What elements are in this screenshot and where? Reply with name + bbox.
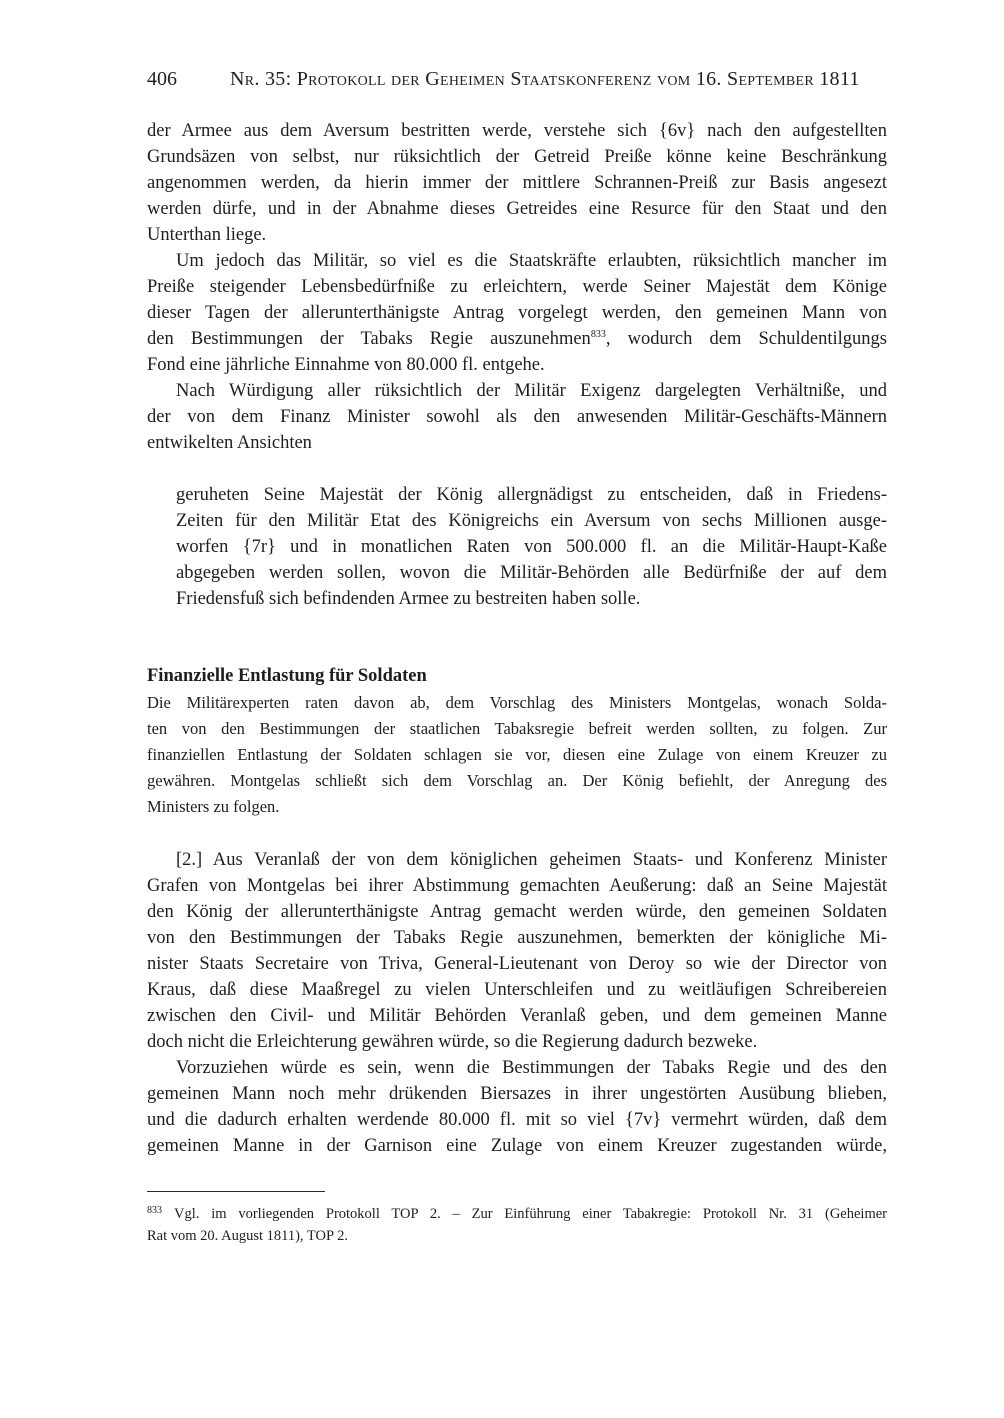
text-line: Grundsäzen von selbst, nur rüksichtlich der Getreid Preiße könne keine Beschränkung <box>147 147 887 167</box>
text-line: Unterthan liege. <box>147 225 267 245</box>
paragraph-item-2 <box>147 847 887 1055</box>
text-line: finanziellen Entlastung der Soldaten schlagen sie vor, diesen eine Zulage von einem Kreuzer zu <box>147 745 887 764</box>
running-title: Nr. 35: Protokoll der Geheimen Staatskonferenz vom 16. September 1811 <box>230 68 860 90</box>
footnote-reference[interactable]: 833 <box>590 329 606 340</box>
text-line: und die dadurch erhalten werdende 80.000 fl. mit so viel {7v} vermehrt würden, daß dem <box>147 1110 887 1130</box>
text-line: Preiße steigender Lebensbedürfniße zu erleichtern, werde Seiner Majestät dem Könige <box>147 277 887 297</box>
text-line: Die Militärexperten raten davon ab, dem Vorschlag des Ministers Montgelas, wonach Solda- <box>147 693 887 712</box>
text-line: der Armee aus dem Aversum bestritten werde, verstehe sich {6v} nach den aufgestellten <box>147 121 887 141</box>
text-line: Um jedoch das Militär, so viel es die Staatskräfte erlaubten, rüksichtlich mancher im <box>176 251 887 271</box>
text-line: worfen {7r} und in monatlichen Raten von 500.000 fl. an die Militär-Haupt-Kaße <box>176 537 887 557</box>
text-line: Nach Würdigung aller rüksichtlich der Militär Exigenz dargelegten Verhältniße, und <box>176 381 887 401</box>
text-line: entwikelten Ansichten <box>147 433 312 453</box>
text-line: von den Bestimmungen der Tabaks Regie auszunehmen, bemerkten der königliche Mi- <box>147 928 887 948</box>
footnote-marker: 833 <box>147 1205 162 1216</box>
text-line: abgegeben werden sollen, wovon die Militär-Behörden alle Bedürfniße der auf dem <box>176 563 887 583</box>
text-line: gemeinen Manne in der Garnison eine Zulage von einem Kreuzer zugestanden würde, <box>147 1136 887 1156</box>
text-line: zwischen den Civil- und Militär Behörden Veranlaß geben, und dem gemeinen Manne <box>147 1006 887 1026</box>
paragraph-military-relief <box>147 248 887 378</box>
section-summary <box>147 690 887 820</box>
paragraph-continuation <box>147 118 887 248</box>
footnote-divider <box>147 1191 325 1192</box>
text-line: nister Staats Secretaire von Triva, General-Lieutenant von Deroy so wie der Director von <box>147 954 887 974</box>
text-line: ten von den Bestimmungen der staatlichen Tabaksregie befreit werden sollten, zu folgen. Zur <box>147 719 887 738</box>
paragraph-assessment <box>147 378 887 456</box>
text-line: Grafen von Montgelas bei ihrer Abstimmung gemachten Aeußerung: daß an Seine Majestät <box>147 876 887 896</box>
text-line: werden dürfe, und in der Abnahme dieses Getreides eine Resurce für den Staat und den <box>147 199 887 219</box>
text-line: doch nicht die Erleichterung gewähren würde, so die Regierung dadurch bezweke. <box>147 1032 758 1052</box>
text-line: Fond eine jährliche Einnahme von 80.000 fl. entgehe. <box>147 355 545 375</box>
text-line: gewähren. Montgelas schließt sich dem Vorschlag an. Der König befiehlt, der Anregung des <box>147 771 887 790</box>
text-line: $^{833}$ Vgl. im vorliegenden Protokoll TOP 2. – Zur Einführung einer Tabakregie: Protokoll Nr. 31 (Geheimer <box>147 1205 887 1222</box>
footnote <box>147 1203 887 1247</box>
text-line: Kraus, daß diese Maaßregel zu vielen Unterschleifen und zu weitläufigen Schreibereien <box>147 980 887 1000</box>
text-line: den Bestimmungen der Tabaks Regie auszunehmen$^{833}$, wodurch dem Schuldentilgungs <box>147 329 887 349</box>
text-line: der von dem Finanz Minister sowohl als den anwesenden Militär-Geschäfts-Männern <box>147 407 887 427</box>
text-line: Ministers zu folgen. <box>147 797 280 816</box>
text-line: Rat vom 20. August 1811), TOP 2. <box>147 1228 349 1244</box>
running-header <box>147 66 887 92</box>
section-heading: Finanzielle Entlastung für Soldaten <box>147 666 427 686</box>
text-line: Vorzuziehen würde es sein, wenn die Bestimmungen der Tabaks Regie und des den <box>176 1058 887 1078</box>
text-line: gemeinen Mann noch mehr drükenden Biersazes in ihrer ungestörten Ausübung blieben, <box>147 1084 887 1104</box>
text-line: Zeiten für den Militär Etat des Königreichs ein Aversum von sechs Millionen ausge- <box>176 511 887 531</box>
text-line: den König der allerunterthänigste Antrag gemacht werden würde, den gemeinen Soldaten <box>147 902 887 922</box>
text-line: [2.] Aus Veranlaß der von dem königlichen geheimen Staats- und Konferenz Minister <box>176 850 887 870</box>
resolution-block <box>176 482 887 612</box>
text-line: Friedensfuß sich befindenden Armee zu bestreiten haben solle. <box>176 589 641 609</box>
text-line: geruheten Seine Majestät der König allergnädigst zu entscheiden, daß in Friedens- <box>176 485 887 505</box>
text-line: dieser Tagen der allerunterthänigste Antrag vorgelegt werden, den gemeinen Mann von <box>147 303 887 323</box>
text-line: angenommen werden, da hierin immer der mittlere Schrannen-Preiß zur Basis angesezt <box>147 173 887 193</box>
page-number: 406 <box>147 68 177 90</box>
paragraph-alternative <box>147 1055 887 1159</box>
